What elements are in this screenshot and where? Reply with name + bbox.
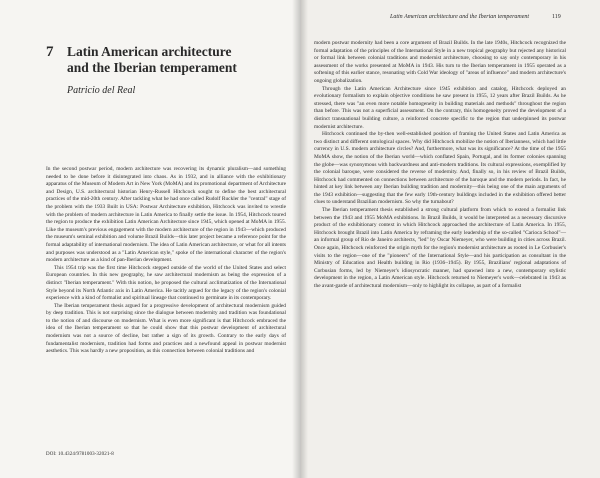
chapter-title-line-2: and the Iberian temperament	[67, 60, 237, 75]
right-paragraph-2: Through the Latin American Architecture since 1945 exhibition and catalog, Hitchcock deployed an evolutionary formalism to explain objective conditions he saw present in 1955, 12 years after Brazil Builds. As he stressed, there was "an even more notable homogeneity in building materials and methods" throughout the region than before. This was not a superficial assessment. On the contrary, this homogeneity proved the development of a distinct transnational building culture, a reinforced concrete specific to the region that underpinned its postwar modernist architecture.	[314, 85, 566, 130]
running-head: Latin American architecture and the Iberian temperament	[390, 14, 530, 20]
chapter-number: 7	[46, 44, 54, 60]
doi-footer: DOI: 10.4324/9781003-32021-8	[46, 452, 114, 457]
right-body-text	[314, 40, 566, 291]
page-number: 119	[552, 14, 561, 20]
left-body-text	[46, 166, 286, 356]
right-paragraph-4: The Iberian temperament thesis established a strong cultural platform from which to extend a formalist link between the 1943 and 1955 MoMA exhibitions. In Brazil Builds, it would be interpreted as a necessary discursive product of the exhibitionary context in which Hitchcock approached the architecture of Latin America. In 1955, Hitchcock brought Brazil into Latin America by reframing the early leadership of the so-called "Carioca School"—an informal group of Rio de Janeiro architects, "led" by Oscar Niemeyer, who were building in cities across Brazil. Once again, Hitchcock reinforced the origin myth for the region's modernist architecture as rooted in Le Corbusier's visits to the region—one of the "pioneers" of the International Style—and his participation as consultant in the Ministry of Education and Health building in Rio (1936–1945). By 1955, Brazilians' regional adaptations of Corbusian forms, led by Niemeyer's idiosyncratic manner, had spawned into a new, contemporary stylistic development in the region, a Latin American style. Hitchcock returned to Niemeyer's work—celebrated in 1943 as the avant-garde of architectural modernism—only to highlight its collapse, as part of a formalist	[314, 207, 566, 289]
book-gutter-shadow	[292, 0, 308, 478]
chapter-title-line-1: Latin American architecture	[67, 44, 232, 59]
left-paragraph-1: In the second postwar period, modern architecture was recovering its dynamic pluralism—and something needed to be done before it disintegrated into chaos. As in 1932, and in alliance with the exhibitionary apparatus of the Museum of Modern Art in New York (MoMA) and its promotional department of Architecture and Design, U.S. architectural historian Henry-Russell Hitchcock sought to define the best architectural practices of the mid-20th century. After tackling what he had once called Rudolf Ruckler the "central" stage of the problem with the 1933 Built in USA: Postwar Architecture exhibition, Hitchcock was invited to wrestle with the problem of modern architecture in Latin America to finally settle the issue. In 1954, Hitchcock toured the region to produce the exhibition Latin American Architecture since 1945, which opened at MoMA in 1955. Like the museum's previous engagement with the modern architecture of the region in 1943—which produced the museum's seminal exhibition and volume Brazil Builds—this later project became a reference point for the formal adaptability of international modernism. The idea of Latin American architecture, or what for all intents and purposes was understood as a "Latin American style," spoke of the international character of the region's modern architecture as a kind of pan-Iberian development.	[46, 166, 286, 264]
chapter-title	[67, 44, 287, 76]
left-paragraph-2: This 1954 trip was the first time Hitchcock stepped outside of the world of the United States and select European countries. In this new geography, he saw architectural modernism as being the expression of a distinct "Iberian temperament." With this notion, he proposed the cultural acclimatization of the International Style beyond its North Atlantic axis in Latin America. He tacitly argued for the legacy of the region's colonial experience with a kind of formalist and spiritual lineage that continued to germinate in its contemporary.	[46, 264, 286, 302]
chapter-author: Patricio del Real	[67, 85, 136, 96]
left-paragraph-3: The Iberian temperament thesis argued for a progressive development of architectural modernism guided by deep tradition. This is not surprising since the dialogue between modernity and tradition was foundational to the notion of and discourse on modernism. What is even more significant is that Hitchcock embraced the idea of the Iberian temperament so that he could show that this postwar development of architectural modernism was not a source of decline, but rather a sign of its growth. Contrary to the early days of fundamentalist modernism, tradition had forms and practices and a newfound appeal in postwar modernist aesthetics. This was hardly a new proposition, as this connection between colonial traditions and	[46, 302, 286, 355]
right-paragraph-1: modern postwar modernity had been a core argument of Brazil Builds. In the late 1940s, Hitchcock recognized the formal adaptation of the principles of the International Style in a new tropical geography but rejected any historical or formal link between colonial traditions and modernist architecture, choosing to say only contemporary in his assessment of the works presented at MoMA in 1943. His turn to the Iberian temperament in 1955 operated as a softening of this earlier stance, resonating with Cold War ideology of "areas of influence" and modern architecture's ongoing globalization.	[314, 40, 566, 84]
right-paragraph-3: Hitchcock continued the by-then well-established position of framing the United States and Latin America as two distinct and different ontological spaces. Why did Hitchcock mobilize the notion of Iberianness, which had little currency in U.S. modern architecture circles? And, furthermore, what was its significance? At the time of the 1955 MoMA show, the notion of the Iberian world—which conflated Spain, Portugal, and its former colonies spanning the globe—was synonymous with backwardness and anti-modern traditions. Its cultural expressions, exemplified by the colonial baroque, were considered the reverse of modernity. And, finally so, in his review of Brazil Builds, Hitchcock had commented on connections between architecture of the baroque and the modern periods. In fact, he hinted at key link between any Iberian building tradition and modernity—this being one of the main arguments of the 1943 exhibition—suggesting that the few early 19th-century buildings included in the exhibition offered better clues to understand Brazilian modernism. So why the turnabout?	[314, 131, 566, 206]
